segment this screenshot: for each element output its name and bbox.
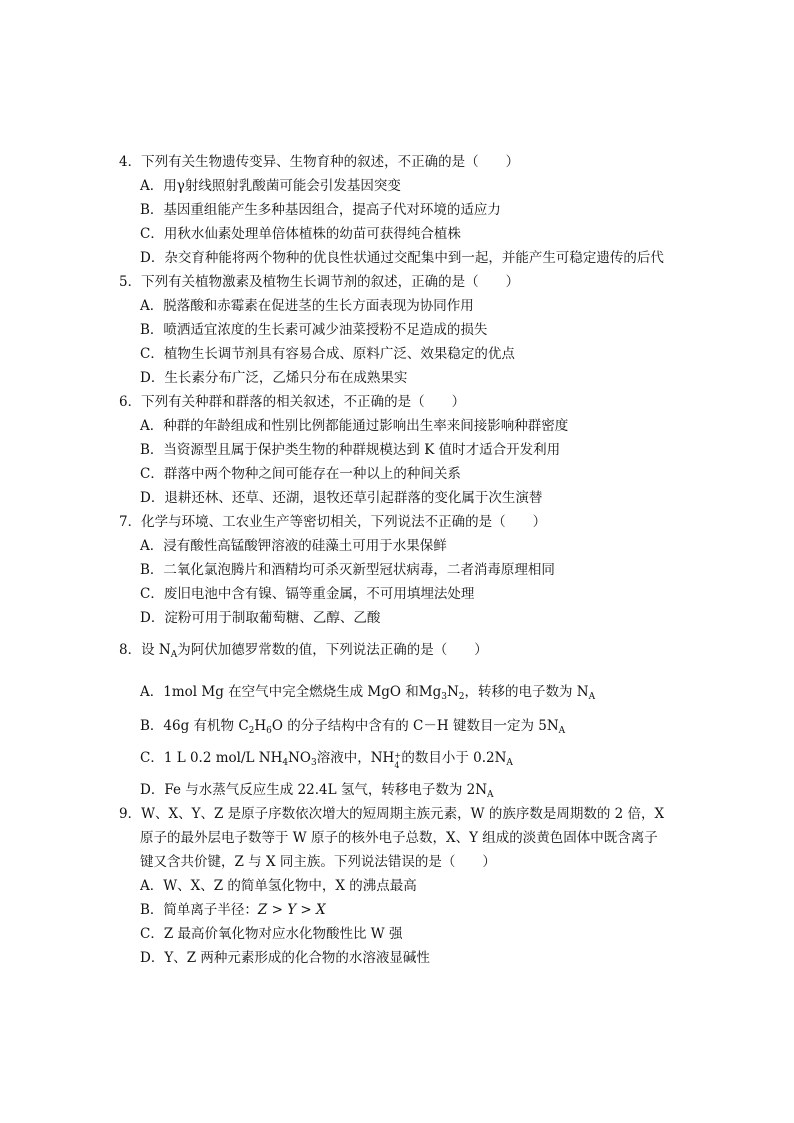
- ammonium-charge: + 4: [394, 751, 402, 770]
- q4-option-a: A．用γ射线照射乳酸菌可能会引发基因突变: [140, 178, 401, 194]
- q9-stem-line-1: 9．W、X、Y、Z 是原子序数依次增大的短周期主族元素，W 的族序数是周期数的 2 倍，X: [119, 806, 665, 822]
- q5-option-a: A．脱落酸和赤霉素在促进茎的生长方面表现为协同作用: [140, 298, 474, 314]
- q9-option-c: C．Z 最高价氧化物对应水化物酸性比 W 强: [140, 926, 403, 942]
- radius-inequality: Z > Y > X: [257, 902, 326, 918]
- q4-option-b: B．基因重组能产生多种基因组合，提高子代对环境的适应力: [140, 202, 501, 218]
- q8-option-d: D．Fe 与水蒸气反应生成 22.4L 氢气，转移电子数为 $2N_A$: [140, 782, 494, 800]
- q6-option-a: A．种群的年龄组成和性别比例都能通过影响出生率来间接影响种群密度: [140, 418, 569, 434]
- q6-option-b: B．当资源型且属于保护类生物的种群规模达到 K 值时才适合开发利用: [140, 442, 561, 458]
- q7-option-a: A．浸有酸性高锰酸钾溶液的硅藻土可用于水果保鲜: [140, 538, 447, 554]
- q8-option-b: B．46g 有机物 $C_2H_6O$ 的分子结构中含有的 C－H 键数目一定为 $5N_A$: [140, 718, 566, 736]
- q5-option-b: B．喷洒适宜浓度的生长素可减少油菜授粉不足造成的损失: [140, 322, 488, 338]
- q4-stem: 4．下列有关生物遗传变异、生物育种的叙述，不正确的是（ ）: [119, 154, 520, 170]
- q5-stem: 5．下列有关植物激素及植物生长调节剂的叙述，正确的是（ ）: [119, 274, 520, 290]
- q7-option-b: B．二氧化氯泡腾片和酒精均可杀灭新型冠状病毒，二者消毒原理相同: [140, 562, 555, 578]
- q5-option-d: D．生长素分布广泛，乙烯只分布在成熟果实: [140, 370, 408, 386]
- q9-option-a: A．W、X、Z 的简单氢化物中，X 的沸点最高: [140, 878, 417, 894]
- q8-option-a: A．1mol Mg 在空气中完全燃烧生成 MgO 和$Mg_3N_2$，转移的电子数为 $N_A$: [140, 684, 596, 702]
- q7-stem: 7．化学与环境、工农业生产等密切相关，下列说法不正确的是（ ）: [119, 514, 547, 530]
- q9-stem-line-2: 原子的最外层电子数等于 W 原子的核外电子总数，X、Y 组成的淡黄色固体中既含离子: [140, 830, 658, 846]
- q8-option-c: C．1 L 0.2 mol/L $NH_4NO_3$溶液中，NH + 4 的数目小于 $0.2N_A$: [140, 750, 513, 770]
- q4-option-d: D．杂交育种能将两个物种的优良性状通过交配集中到一起，并能产生可稳定遗传的后代: [140, 250, 664, 266]
- q4-option-c: C．用秋水仙素处理单倍体植株的幼苗可获得纯合植株: [140, 226, 461, 242]
- q8-stem: 8．设 $N_A$为阿伏加德罗常数的值，下列说法正确的是（ ）: [119, 642, 488, 660]
- q6-option-d: D．退耕还林、还草、还湖，退牧还草引起群落的变化属于次生演替: [140, 490, 543, 506]
- q5-option-c: C．植物生长调节剂具有容易合成、原料广泛、效果稳定的优点: [140, 346, 515, 362]
- q7-option-d: D．淀粉可用于制取葡萄糖、乙醇、乙酸: [140, 610, 381, 626]
- q6-stem: 6．下列有关种群和群落的相关叙述，不正确的是（ ）: [119, 394, 466, 410]
- q7-option-c: C．废旧电池中含有镍、镉等重金属，不可用填埋法处理: [140, 586, 475, 602]
- q9-stem-line-3: 键又含共价键，Z 与 X 同主族。下列说法错误的是（ ）: [140, 854, 496, 870]
- q6-option-c: C．群落中两个物种之间可能存在一种以上的种间关系: [140, 466, 461, 482]
- q9-option-b: B．简单离子半径：Z > Y > X: [140, 902, 326, 918]
- q9-option-d: D．Y、Z 两种元素形成的化合物的水溶液显碱性: [140, 950, 430, 966]
